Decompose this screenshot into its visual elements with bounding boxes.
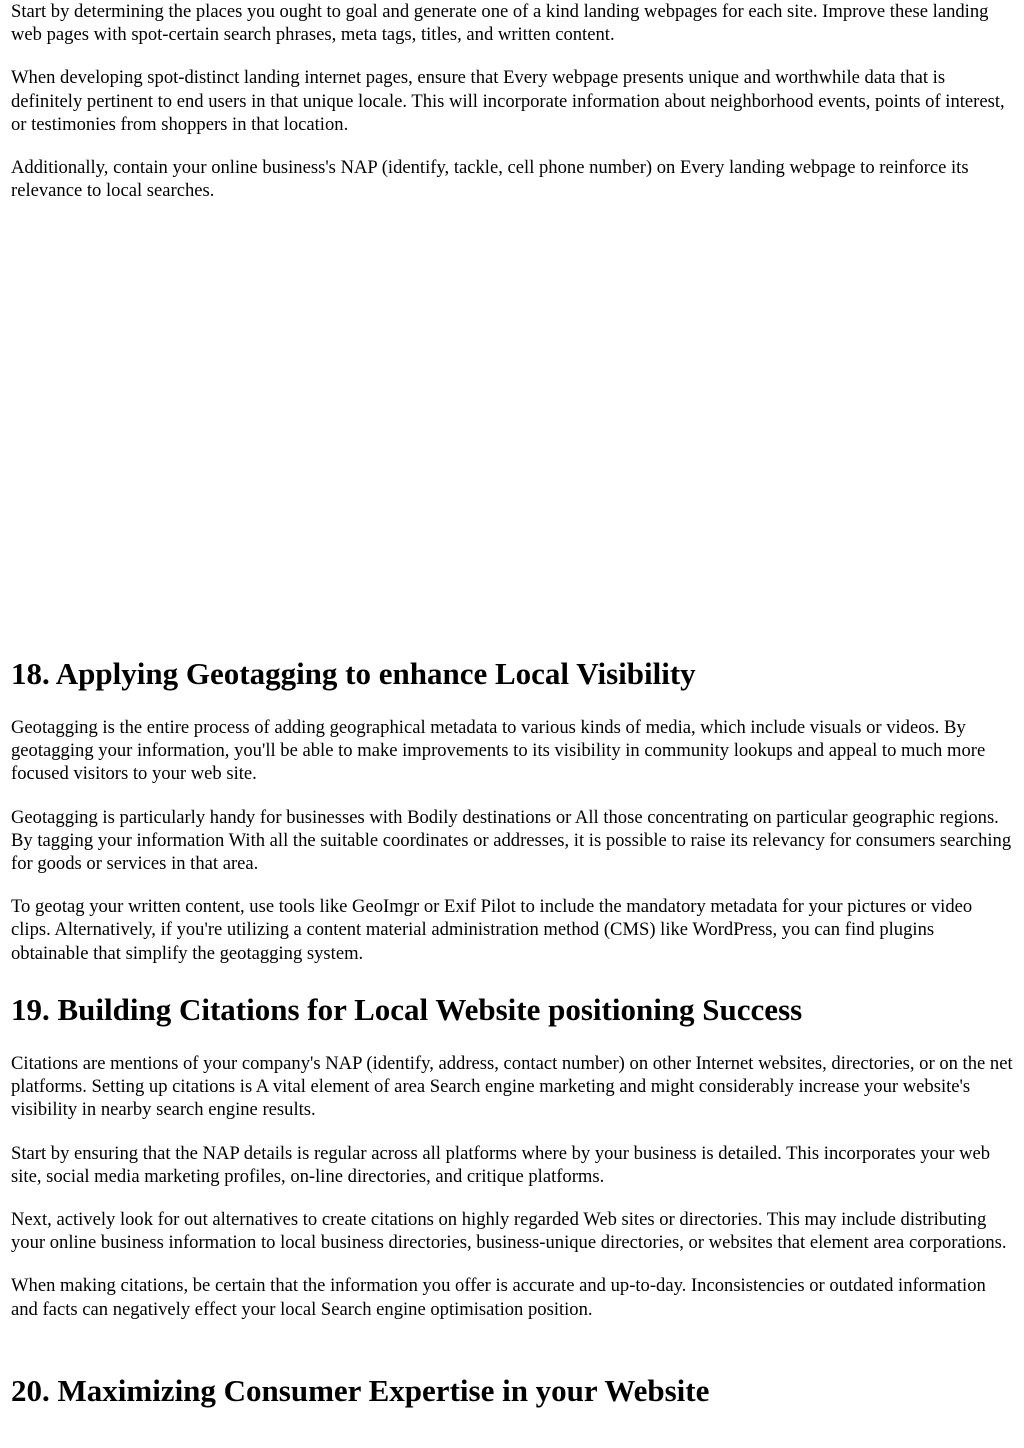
section-18-heading: 18. Applying Geotagging to enhance Local Visibility — [11, 656, 696, 691]
section-18-paragraph-1: Geotagging is the entire process of adding geographical metadata to various kinds of media, which include visuals or videos. By geotagging your information, you'll be able to make improvements to its visibility in community lookups and appeal to much more focused visitors to your web site. — [11, 717, 986, 785]
section-19-heading: 19. Building Citations for Local Website positioning Success — [11, 992, 803, 1027]
section-19-paragraph-4: When making citations, be certain that the information you offer is accurate and up-to-day. Inconsistencies or outdated information and facts can negatively effect your local Search engine optimisation position. — [11, 1275, 986, 1320]
section-18-paragraph-2: Geotagging is particularly handy for businesses with Bodily destinations or All those concentrating on particular geographic regions. By tagging your information With all the suitable coordinates or addresses, it is possible to raise its relevancy for consumers searching for goods or services in that area. — [11, 806, 1012, 875]
section-20-heading: 20. Maximizing Consumer Expertise in your Website — [11, 1373, 710, 1408]
section-19-paragraph-2: Start by ensuring that the NAP details is regular across all platforms where by your business is detailed. This incorporates your web site, social media marketing profiles, on-line directories, and critique platforms. — [11, 1142, 991, 1187]
section-18-paragraph-3: To geotag your written content, use tools like GeoImgr or Exif Pilot to include the mandatory metadata for your pictures or video clips. Alternatively, if you're utilizing a content material administration method (CMS) like WordPress, you can find plugins obtainable that simplify the geotagging system. — [11, 896, 973, 964]
section-19-paragraph-1: Citations are mentions of your company's NAP (identify, address, contact number) on other Internet websites, directories, or on the net platforms. Setting up citations is A vital element of area Search engine marketing and might considerably increase your website's visibility in nearby search engine results. — [11, 1053, 1013, 1121]
section-20 — [11, 1373, 1015, 1409]
intro-section — [11, 0, 1015, 202]
section-18 — [11, 656, 1015, 965]
section-19-paragraph-3: Next, actively look for out alternatives to create citations on highly regarded Web sites or directories. This may include distributing your online business information to local business directories, business-unique directories, or websites that element area corporations. — [11, 1209, 1007, 1254]
intro-paragraph-1: Start by determining the places you ought to goal and generate one of a kind landing webpages for each site. Improve these landing web pages with spot-certain search phrases, meta tags, titles, and written content. — [11, 1, 989, 46]
intro-paragraph-3: Additionally, contain your online business's NAP (identify, tackle, cell phone number) on Every landing webpage to reinforce its relevance to local searches. — [11, 157, 969, 202]
section-19 — [11, 992, 1015, 1321]
intro-paragraph-2: When developing spot-distinct landing internet pages, ensure that Every webpage presents unique and worthwhile data that is definitely pertinent to end users in that unique locale. This will incorporate information about neighborhood events, points of interest, or testimonies from shoppers in that location. — [11, 67, 1005, 135]
